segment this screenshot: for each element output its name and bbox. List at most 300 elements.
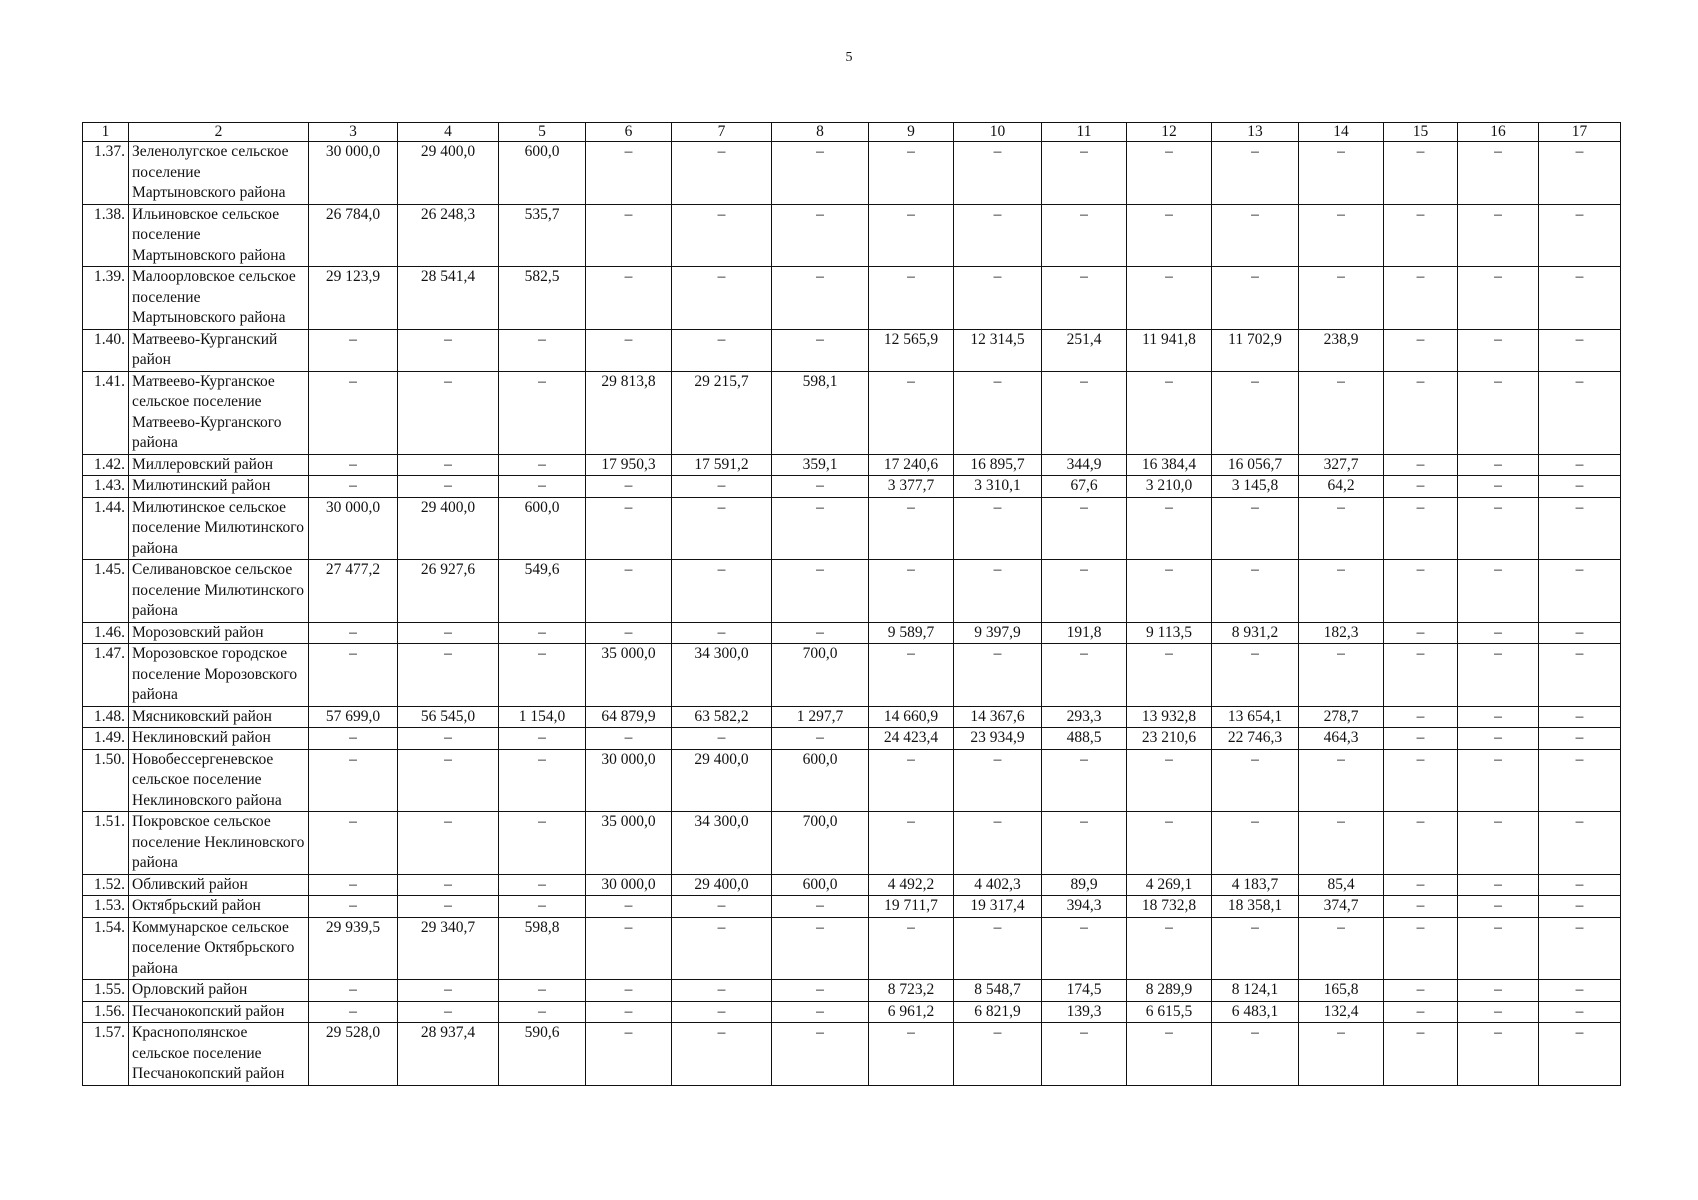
value-cell: 56 545,0 — [398, 706, 499, 728]
value-cell: 13 932,8 — [1127, 706, 1212, 728]
value-cell: 394,3 — [1042, 896, 1127, 918]
value-cell: 85,4 — [1299, 874, 1384, 896]
value-cell: – — [309, 874, 398, 896]
value-cell: 35 000,0 — [586, 644, 672, 707]
value-cell: – — [1384, 812, 1458, 875]
value-cell: 600,0 — [772, 749, 869, 812]
value-cell: – — [672, 476, 772, 498]
column-number-header: 9 — [869, 123, 954, 142]
municipality-name: Малоорловское сельское поселение Мартыновского района — [129, 267, 309, 330]
page-number: 5 — [845, 50, 853, 65]
value-cell: 29 400,0 — [398, 142, 499, 205]
value-cell: – — [309, 728, 398, 750]
value-cell: – — [1127, 371, 1212, 454]
value-cell: – — [1458, 874, 1539, 896]
value-cell: – — [586, 980, 672, 1002]
value-cell: – — [1127, 749, 1212, 812]
value-cell: 3 145,8 — [1212, 476, 1299, 498]
value-cell: – — [1299, 267, 1384, 330]
value-cell: – — [772, 1001, 869, 1023]
row-number: 1.40. — [83, 329, 129, 371]
value-cell: – — [1539, 644, 1621, 707]
value-cell: – — [1042, 812, 1127, 875]
value-cell: – — [499, 874, 586, 896]
value-cell: – — [1539, 454, 1621, 476]
value-cell: – — [954, 371, 1042, 454]
table-row — [83, 267, 1621, 330]
value-cell: – — [772, 980, 869, 1002]
value-cell: – — [772, 560, 869, 623]
value-cell: 600,0 — [499, 497, 586, 560]
municipality-name: Неклиновский район — [129, 728, 309, 750]
value-cell: 464,3 — [1299, 728, 1384, 750]
municipality-name: Морозовский район — [129, 622, 309, 644]
row-number: 1.44. — [83, 497, 129, 560]
value-cell: 57 699,0 — [309, 706, 398, 728]
municipality-name: Краснополянское сельское поселение Песчанокопский район — [129, 1023, 309, 1086]
value-cell: – — [1127, 644, 1212, 707]
table-row — [83, 371, 1621, 454]
value-cell: 29 939,5 — [309, 917, 398, 980]
value-cell: – — [954, 812, 1042, 875]
value-cell: 14 367,6 — [954, 706, 1042, 728]
row-number: 1.39. — [83, 267, 129, 330]
value-cell: – — [1212, 497, 1299, 560]
value-cell: – — [1127, 812, 1212, 875]
value-cell: – — [954, 497, 1042, 560]
value-cell: – — [1042, 917, 1127, 980]
row-number: 1.54. — [83, 917, 129, 980]
value-cell: 18 732,8 — [1127, 896, 1212, 918]
value-cell: – — [869, 560, 954, 623]
value-cell: – — [1539, 560, 1621, 623]
column-number-header: 17 — [1539, 123, 1621, 142]
value-cell: – — [772, 1023, 869, 1086]
value-cell: – — [309, 476, 398, 498]
value-cell: 16 056,7 — [1212, 454, 1299, 476]
value-cell: – — [1127, 1023, 1212, 1086]
value-cell: – — [1212, 371, 1299, 454]
row-number: 1.51. — [83, 812, 129, 875]
table-row — [83, 454, 1621, 476]
value-cell: – — [499, 1001, 586, 1023]
value-cell: – — [869, 497, 954, 560]
value-cell: 191,8 — [1042, 622, 1127, 644]
municipality-name: Песчанокопский район — [129, 1001, 309, 1023]
value-cell: – — [586, 329, 672, 371]
value-cell: 9 397,9 — [954, 622, 1042, 644]
value-cell: 6 821,9 — [954, 1001, 1042, 1023]
value-cell: 9 113,5 — [1127, 622, 1212, 644]
value-cell: – — [869, 749, 954, 812]
value-cell: – — [1299, 204, 1384, 267]
row-number: 1.41. — [83, 371, 129, 454]
value-cell: – — [309, 749, 398, 812]
value-cell: – — [1384, 728, 1458, 750]
column-number-header: 5 — [499, 123, 586, 142]
column-number-header: 1 — [83, 123, 129, 142]
table-row — [83, 728, 1621, 750]
value-cell: – — [499, 454, 586, 476]
value-cell: – — [1539, 142, 1621, 205]
value-cell: 600,0 — [499, 142, 586, 205]
column-number-header: 12 — [1127, 123, 1212, 142]
value-cell: – — [1212, 812, 1299, 875]
value-cell: 12 314,5 — [954, 329, 1042, 371]
value-cell: – — [586, 622, 672, 644]
row-number: 1.49. — [83, 728, 129, 750]
value-cell: 9 589,7 — [869, 622, 954, 644]
value-cell: 582,5 — [499, 267, 586, 330]
value-cell: – — [1127, 917, 1212, 980]
municipality-name: Ильиновское сельское поселение Мартыновского района — [129, 204, 309, 267]
value-cell: – — [672, 560, 772, 623]
value-cell: 549,6 — [499, 560, 586, 623]
value-cell: – — [499, 622, 586, 644]
value-cell: – — [1458, 267, 1539, 330]
value-cell: 590,6 — [499, 1023, 586, 1086]
municipality-name: Покровское сельское поселение Неклиновского района — [129, 812, 309, 875]
value-cell: – — [1384, 622, 1458, 644]
value-cell: – — [1458, 917, 1539, 980]
value-cell: – — [1384, 980, 1458, 1002]
value-cell: – — [1299, 917, 1384, 980]
value-cell: 8 723,2 — [869, 980, 954, 1002]
column-number-header: 2 — [129, 123, 309, 142]
row-number: 1.55. — [83, 980, 129, 1002]
value-cell: 18 358,1 — [1212, 896, 1299, 918]
value-cell: – — [772, 267, 869, 330]
value-cell: – — [398, 1001, 499, 1023]
value-cell: – — [586, 560, 672, 623]
value-cell: – — [772, 896, 869, 918]
value-cell: – — [586, 917, 672, 980]
value-cell: – — [398, 980, 499, 1002]
value-cell: – — [398, 454, 499, 476]
value-cell: 535,7 — [499, 204, 586, 267]
value-cell: 14 660,9 — [869, 706, 954, 728]
column-number-header: 15 — [1384, 123, 1458, 142]
value-cell: 28 937,4 — [398, 1023, 499, 1086]
value-cell: – — [499, 728, 586, 750]
value-cell: – — [1458, 706, 1539, 728]
row-number: 1.45. — [83, 560, 129, 623]
value-cell: 17 950,3 — [586, 454, 672, 476]
value-cell: – — [1127, 267, 1212, 330]
municipality-name: Морозовское городское поселение Морозовского района — [129, 644, 309, 707]
value-cell: 29 813,8 — [586, 371, 672, 454]
value-cell: – — [1384, 497, 1458, 560]
table-row — [83, 142, 1621, 205]
value-cell: 1 154,0 — [499, 706, 586, 728]
value-cell: 600,0 — [772, 874, 869, 896]
value-cell: – — [1042, 371, 1127, 454]
row-number: 1.57. — [83, 1023, 129, 1086]
municipality-name: Милютинское сельское поселение Милютинского района — [129, 497, 309, 560]
value-cell: – — [1384, 896, 1458, 918]
value-cell: 293,3 — [1042, 706, 1127, 728]
column-number-header: 10 — [954, 123, 1042, 142]
value-cell: 182,3 — [1299, 622, 1384, 644]
value-cell: – — [586, 497, 672, 560]
value-cell: 165,8 — [1299, 980, 1384, 1002]
value-cell: 23 210,6 — [1127, 728, 1212, 750]
value-cell: 34 300,0 — [672, 644, 772, 707]
value-cell: – — [1212, 142, 1299, 205]
value-cell: – — [398, 329, 499, 371]
value-cell: – — [1458, 622, 1539, 644]
value-cell: – — [1539, 749, 1621, 812]
value-cell: – — [1384, 204, 1458, 267]
value-cell: – — [1539, 497, 1621, 560]
row-number: 1.43. — [83, 476, 129, 498]
value-cell: 64,2 — [1299, 476, 1384, 498]
value-cell: – — [869, 644, 954, 707]
value-cell: 67,6 — [1042, 476, 1127, 498]
value-cell: – — [309, 329, 398, 371]
value-cell: – — [1042, 1023, 1127, 1086]
value-cell: 8 124,1 — [1212, 980, 1299, 1002]
value-cell: – — [499, 329, 586, 371]
value-cell: – — [1539, 371, 1621, 454]
value-cell: 63 582,2 — [672, 706, 772, 728]
value-cell: – — [1539, 329, 1621, 371]
value-cell: – — [1042, 267, 1127, 330]
value-cell: 19 317,4 — [954, 896, 1042, 918]
table-row — [83, 1023, 1621, 1086]
value-cell: – — [1539, 267, 1621, 330]
table-row — [83, 917, 1621, 980]
value-cell: – — [1212, 204, 1299, 267]
value-cell: – — [309, 622, 398, 644]
value-cell: – — [1384, 706, 1458, 728]
value-cell: – — [586, 1001, 672, 1023]
value-cell: 3 310,1 — [954, 476, 1042, 498]
value-cell: – — [398, 749, 499, 812]
value-cell: – — [1212, 917, 1299, 980]
value-cell: – — [772, 728, 869, 750]
value-cell: 24 423,4 — [869, 728, 954, 750]
value-cell: 29 400,0 — [398, 497, 499, 560]
value-cell: – — [772, 497, 869, 560]
value-cell: – — [1042, 142, 1127, 205]
value-cell: – — [586, 476, 672, 498]
row-number: 1.56. — [83, 1001, 129, 1023]
value-cell: – — [309, 644, 398, 707]
value-cell: – — [1384, 371, 1458, 454]
table-row — [83, 812, 1621, 875]
value-cell: 4 492,2 — [869, 874, 954, 896]
value-cell: 26 248,3 — [398, 204, 499, 267]
value-cell: – — [1212, 560, 1299, 623]
municipality-name: Миллеровский район — [129, 454, 309, 476]
value-cell: 29 400,0 — [672, 874, 772, 896]
value-cell: – — [1539, 980, 1621, 1002]
value-cell: – — [672, 142, 772, 205]
value-cell: 30 000,0 — [309, 497, 398, 560]
value-cell: 34 300,0 — [672, 812, 772, 875]
value-cell: 29 528,0 — [309, 1023, 398, 1086]
value-cell: 28 541,4 — [398, 267, 499, 330]
value-cell: – — [1458, 728, 1539, 750]
table-row — [83, 896, 1621, 918]
value-cell: – — [1384, 267, 1458, 330]
value-cell: – — [1539, 622, 1621, 644]
value-cell: 13 654,1 — [1212, 706, 1299, 728]
municipality-name: Матвеево-Курганский район — [129, 329, 309, 371]
value-cell: 6 961,2 — [869, 1001, 954, 1023]
column-number-header: 3 — [309, 123, 398, 142]
value-cell: 3 377,7 — [869, 476, 954, 498]
value-cell: – — [672, 1023, 772, 1086]
value-cell: 6 483,1 — [1212, 1001, 1299, 1023]
value-cell: – — [499, 644, 586, 707]
value-cell: – — [954, 142, 1042, 205]
table-row — [83, 204, 1621, 267]
value-cell: – — [1299, 497, 1384, 560]
table-row — [83, 980, 1621, 1002]
value-cell: – — [1212, 749, 1299, 812]
value-cell: – — [672, 622, 772, 644]
value-cell: – — [1458, 476, 1539, 498]
value-cell: – — [398, 874, 499, 896]
value-cell: – — [672, 204, 772, 267]
municipality-name: Обливский район — [129, 874, 309, 896]
value-cell: – — [954, 749, 1042, 812]
value-cell: 1 297,7 — [772, 706, 869, 728]
table-row — [83, 644, 1621, 707]
value-cell: 278,7 — [1299, 706, 1384, 728]
value-cell: – — [1212, 644, 1299, 707]
value-cell: – — [1127, 497, 1212, 560]
value-cell: – — [772, 622, 869, 644]
value-cell: – — [398, 644, 499, 707]
value-cell: – — [672, 728, 772, 750]
value-cell: 30 000,0 — [586, 874, 672, 896]
value-cell: – — [772, 204, 869, 267]
table-row — [83, 329, 1621, 371]
value-cell: – — [1384, 142, 1458, 205]
column-number-header: 8 — [772, 123, 869, 142]
value-cell: – — [1384, 644, 1458, 707]
value-cell: 26 784,0 — [309, 204, 398, 267]
value-cell: – — [954, 560, 1042, 623]
column-number-header: 4 — [398, 123, 499, 142]
value-cell: – — [869, 1023, 954, 1086]
value-cell: – — [772, 142, 869, 205]
value-cell: – — [772, 917, 869, 980]
value-cell: – — [1384, 874, 1458, 896]
value-cell: – — [1384, 560, 1458, 623]
value-cell: 4 183,7 — [1212, 874, 1299, 896]
value-cell: – — [1458, 896, 1539, 918]
value-cell: – — [1042, 560, 1127, 623]
value-cell: – — [309, 896, 398, 918]
value-cell: – — [499, 749, 586, 812]
value-cell: – — [1299, 644, 1384, 707]
value-cell: – — [1458, 329, 1539, 371]
row-number: 1.42. — [83, 454, 129, 476]
value-cell: – — [499, 980, 586, 1002]
value-cell: – — [1212, 1023, 1299, 1086]
value-cell: – — [309, 1001, 398, 1023]
value-cell: 35 000,0 — [586, 812, 672, 875]
municipality-name: Матвеево-Курганское сельское поселение Матвеево-Курганского района — [129, 371, 309, 454]
value-cell: – — [1539, 896, 1621, 918]
row-number: 1.53. — [83, 896, 129, 918]
value-cell: 8 289,9 — [1127, 980, 1212, 1002]
value-cell: – — [672, 896, 772, 918]
value-cell: 6 615,5 — [1127, 1001, 1212, 1023]
value-cell: 4 269,1 — [1127, 874, 1212, 896]
value-cell: – — [1539, 1023, 1621, 1086]
table-row — [83, 476, 1621, 498]
value-cell: 22 746,3 — [1212, 728, 1299, 750]
value-cell: – — [1458, 560, 1539, 623]
value-cell: 29 123,9 — [309, 267, 398, 330]
value-cell: 139,3 — [1042, 1001, 1127, 1023]
value-cell: – — [1539, 204, 1621, 267]
column-number-row — [83, 123, 1621, 142]
value-cell: – — [1458, 371, 1539, 454]
value-cell: – — [398, 371, 499, 454]
value-cell: – — [1042, 749, 1127, 812]
value-cell: 29 215,7 — [672, 371, 772, 454]
value-cell: – — [1539, 874, 1621, 896]
value-cell: – — [1384, 476, 1458, 498]
value-cell: – — [954, 204, 1042, 267]
municipality-name: Новобессергеневское сельское поселение Неклиновского района — [129, 749, 309, 812]
value-cell: 11 702,9 — [1212, 329, 1299, 371]
budget-table — [82, 122, 1621, 1086]
value-cell: – — [1042, 497, 1127, 560]
value-cell: 344,9 — [1042, 454, 1127, 476]
value-cell: – — [869, 204, 954, 267]
table-row — [83, 749, 1621, 812]
value-cell: – — [1539, 1001, 1621, 1023]
value-cell: 23 934,9 — [954, 728, 1042, 750]
value-cell: – — [672, 1001, 772, 1023]
municipality-name: Милютинский район — [129, 476, 309, 498]
value-cell: 30 000,0 — [309, 142, 398, 205]
value-cell: – — [1212, 267, 1299, 330]
row-number: 1.48. — [83, 706, 129, 728]
value-cell: 374,7 — [1299, 896, 1384, 918]
value-cell: – — [1384, 917, 1458, 980]
value-cell: – — [1127, 142, 1212, 205]
value-cell: 16 895,7 — [954, 454, 1042, 476]
value-cell: – — [398, 896, 499, 918]
value-cell: 238,9 — [1299, 329, 1384, 371]
value-cell: – — [869, 371, 954, 454]
value-cell: 4 402,3 — [954, 874, 1042, 896]
column-number-header: 16 — [1458, 123, 1539, 142]
column-number-header: 11 — [1042, 123, 1127, 142]
value-cell: – — [954, 1023, 1042, 1086]
value-cell: – — [1458, 1001, 1539, 1023]
row-number: 1.37. — [83, 142, 129, 205]
value-cell: – — [586, 204, 672, 267]
value-cell: – — [1458, 497, 1539, 560]
value-cell: – — [954, 267, 1042, 330]
value-cell: – — [398, 812, 499, 875]
value-cell: 598,1 — [772, 371, 869, 454]
value-cell: – — [1539, 728, 1621, 750]
value-cell: 16 384,4 — [1127, 454, 1212, 476]
value-cell: 12 565,9 — [869, 329, 954, 371]
value-cell: 27 477,2 — [309, 560, 398, 623]
value-cell: 19 711,7 — [869, 896, 954, 918]
